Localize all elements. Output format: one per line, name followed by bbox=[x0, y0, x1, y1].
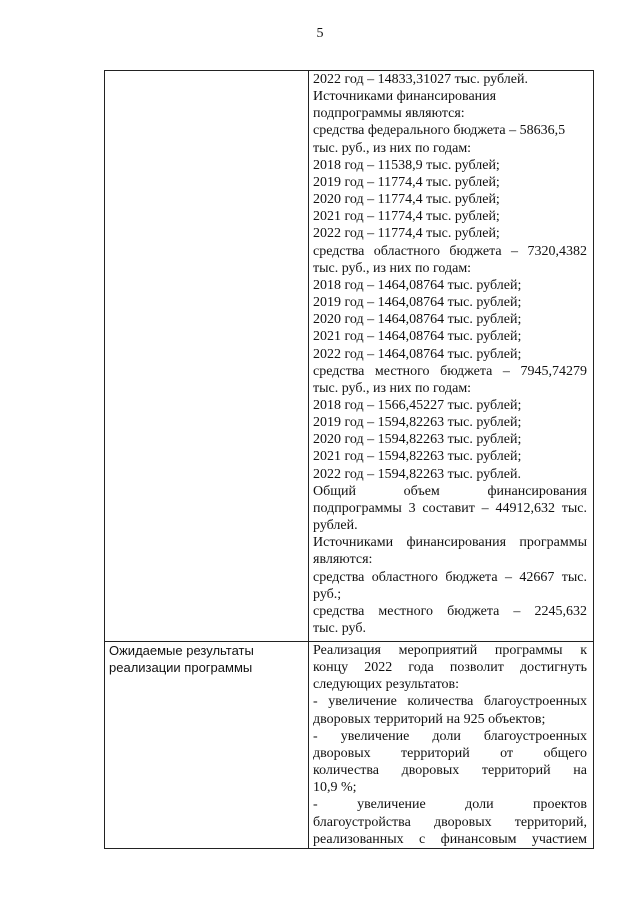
text-line: 2019 год – 11774,4 тыс. рублей; bbox=[313, 174, 500, 190]
text-line: Источниками финансирования программы bbox=[313, 535, 587, 551]
text-line: Реализация мероприятий программы к bbox=[313, 643, 587, 658]
text-line: - увеличение доли проектов bbox=[313, 797, 587, 813]
text-line: средства областного бюджета – 42667 тыс. bbox=[313, 569, 587, 585]
text-line: 2020 год – 1594,82263 тыс. рублей; bbox=[313, 432, 522, 448]
text-line: реализованных с финансовым участием bbox=[313, 831, 587, 847]
text-line: дворовых территорий на 925 объектов; bbox=[313, 711, 546, 727]
program-passport-table bbox=[104, 70, 594, 849]
text-line: подпрограммы 3 составит – 44912,632 тыс. bbox=[313, 500, 587, 516]
text-line: 2019 год – 1594,82263 тыс. рублей; bbox=[313, 415, 522, 431]
text-line: - увеличение доли благоустроенных bbox=[313, 728, 587, 744]
text-line: Общий объем финансирования bbox=[313, 483, 587, 499]
page-number: 5 bbox=[316, 26, 324, 41]
text-line: тыс. руб., из них по годам: bbox=[313, 380, 472, 396]
row-content-expected-results bbox=[309, 642, 594, 849]
text-line: дворовых территорий от общего bbox=[313, 745, 587, 761]
row-label bbox=[105, 71, 309, 642]
text-line: являются: bbox=[313, 552, 373, 568]
text-line: тыс. руб. bbox=[313, 621, 366, 636]
text-line: 2022 год – 11774,4 тыс. рублей; bbox=[313, 226, 500, 242]
text-line: средства местного бюджета – 7945,74279 bbox=[313, 363, 587, 379]
table-row-financing bbox=[105, 71, 594, 642]
text-line: подпрограммы являются: bbox=[313, 106, 465, 122]
text-line: средства областного бюджета – 7320,4382 bbox=[313, 243, 587, 259]
text-line: 2020 год – 1464,08764 тыс. рублей; bbox=[313, 312, 522, 328]
text-line: руб.; bbox=[313, 586, 342, 602]
row-content-financing bbox=[309, 71, 594, 642]
table-row-expected-results bbox=[105, 642, 594, 849]
text-line: - увеличение количества благоустроенных bbox=[313, 694, 587, 710]
text-line: 2021 год – 1464,08764 тыс. рублей; bbox=[313, 329, 522, 345]
text-line: тыс. руб., из них по годам: bbox=[313, 140, 472, 156]
text-line: 2021 год – 1594,82263 тыс. рублей; bbox=[313, 449, 522, 465]
text-line: концу 2022 года позволит достигнуть bbox=[313, 660, 587, 676]
text-line: тыс. руб., из них по годам: bbox=[313, 260, 472, 276]
text-line: количества дворовых территорий на bbox=[313, 763, 587, 779]
text-line: 2018 год – 1464,08764 тыс. рублей; bbox=[313, 277, 522, 293]
text-line: 2021 год – 11774,4 тыс. рублей; bbox=[313, 209, 500, 225]
text-line: 2022 год – 1464,08764 тыс. рублей; bbox=[313, 346, 522, 362]
text-line: рублей. bbox=[313, 518, 358, 534]
text-line: 2022 год – 1594,82263 тыс. рублей. bbox=[313, 466, 521, 482]
text-line: 2019 год – 1464,08764 тыс. рублей; bbox=[313, 295, 522, 311]
text-line: средства федерального бюджета – 58636,5 bbox=[313, 123, 566, 139]
text-line: 2020 год – 11774,4 тыс. рублей; bbox=[313, 192, 500, 208]
text-line: 10,9 %; bbox=[313, 780, 357, 796]
text-line: благоустройства дворовых территорий, bbox=[313, 814, 587, 830]
text-line: следующих результатов: bbox=[313, 677, 460, 693]
text-line: 2018 год – 1566,45227 тыс. рублей; bbox=[313, 397, 522, 413]
text-line: Источниками финансирования bbox=[313, 89, 497, 105]
text-line: средства местного бюджета – 2245,632 bbox=[313, 603, 587, 619]
row-label-expected-results: Ожидаемые результаты реализации программы bbox=[105, 642, 309, 849]
text-line: 2022 год – 14833,31027 тыс. рублей. bbox=[313, 72, 528, 87]
text-line: 2018 год – 11538,9 тыс. рублей; bbox=[313, 157, 500, 173]
